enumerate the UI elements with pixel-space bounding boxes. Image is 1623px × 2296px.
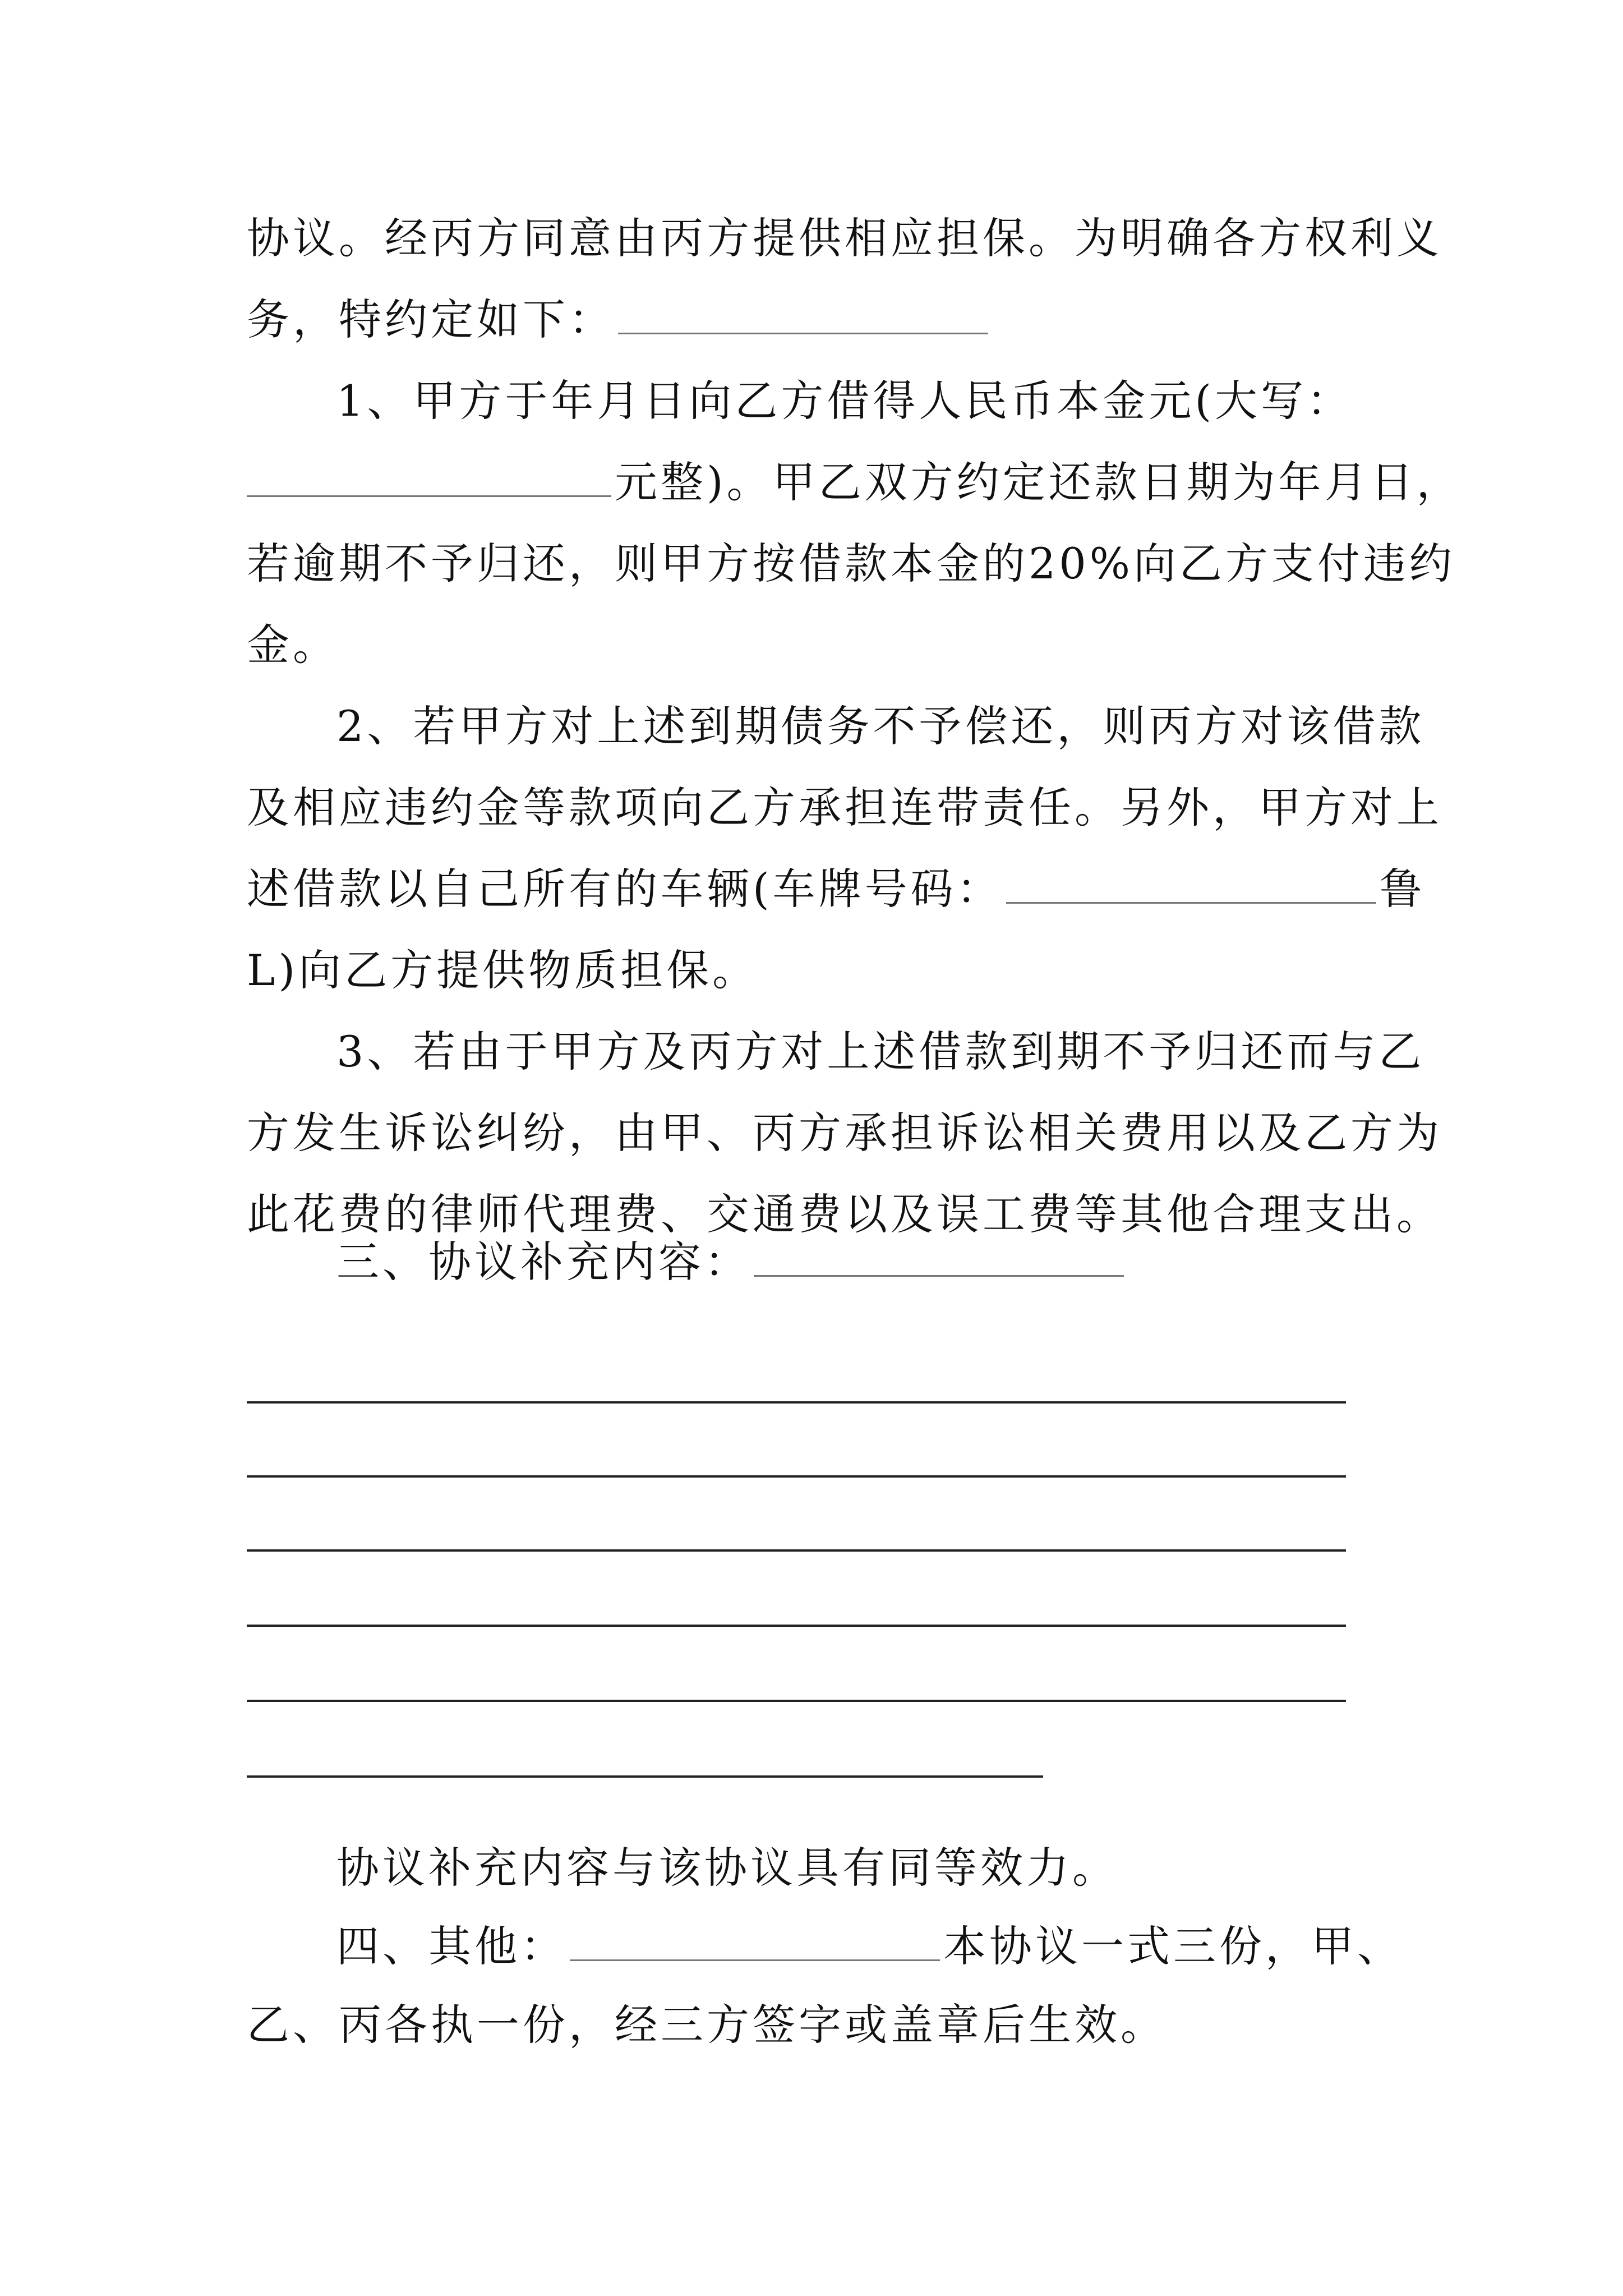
line-text: 述借款以自己所有的车辆(车牌号码： [247, 864, 1003, 914]
supplement-rule[interactable] [247, 1700, 1346, 1702]
paragraph-line: 此花费的律师代理费、交通费以及误工费等其他合理支出。 [247, 1189, 1442, 1239]
supplement-rule[interactable] [247, 1549, 1346, 1552]
line-text: 本协议一式三份，甲、 [943, 1921, 1403, 1971]
plate-number-blank[interactable] [1006, 863, 1376, 904]
paragraph-line: 金。 [247, 620, 339, 670]
other-blank[interactable] [570, 1920, 940, 1961]
line-text: 三、协议补充内容： [336, 1237, 750, 1287]
paragraph-line: L)向乙方提供物质担保。 [247, 945, 759, 995]
paragraph-line: 乙、丙各执一份，经三方签字或盖章后生效。 [247, 2000, 1166, 2050]
paragraph-line: 协议补充内容与该协议具有同等效力。 [336, 1843, 1118, 1893]
line-text: 四、其他： [336, 1921, 566, 1971]
clause-1-line: 1、甲方于年月日向乙方借得人民币本金元(大写： [336, 376, 1353, 426]
section-3-heading [336, 1234, 1127, 1290]
paragraph-line [247, 861, 1426, 917]
supplement-blank[interactable] [754, 1236, 1124, 1277]
supplement-rule[interactable] [247, 1475, 1346, 1478]
supplement-rule[interactable] [247, 1775, 1043, 1778]
paragraph-line [247, 454, 1463, 510]
line-text: 元整)。甲乙双方约定还款日期为年月日， [615, 457, 1463, 507]
supplement-rule[interactable] [247, 1625, 1346, 1627]
clause-3-line: 3、若由于甲方及丙方对上述借款到期不予归还而与乙 [336, 1027, 1425, 1076]
paragraph-line: 及相应违约金等款项向乙方承担连带责任。另外，甲方对上 [247, 783, 1442, 832]
clause-2-line: 2、若甲方对上述到期债务不予偿还，则丙方对该借款 [336, 701, 1425, 751]
line-text: 务，特约定如下： [247, 295, 615, 344]
supplement-rule[interactable] [247, 1401, 1346, 1404]
paragraph-line: 若逾期不予归还，则甲方按借款本金的20%向乙方支付违约 [247, 539, 1455, 588]
section-4-line [336, 1918, 1403, 1975]
fill-in-blank[interactable] [618, 293, 988, 334]
paragraph-line [247, 292, 992, 348]
paragraph-line: 协议。经丙方同意由丙方提供相应担保。为明确各方权利义 [247, 213, 1442, 263]
amount-blank[interactable] [247, 456, 611, 497]
paragraph-line: 方发生诉讼纠纷，由甲、丙方承担诉讼相关费用以及乙方为 [247, 1108, 1442, 1158]
document-page [247, 0, 1463, 2296]
line-text: 鲁 [1379, 864, 1426, 914]
